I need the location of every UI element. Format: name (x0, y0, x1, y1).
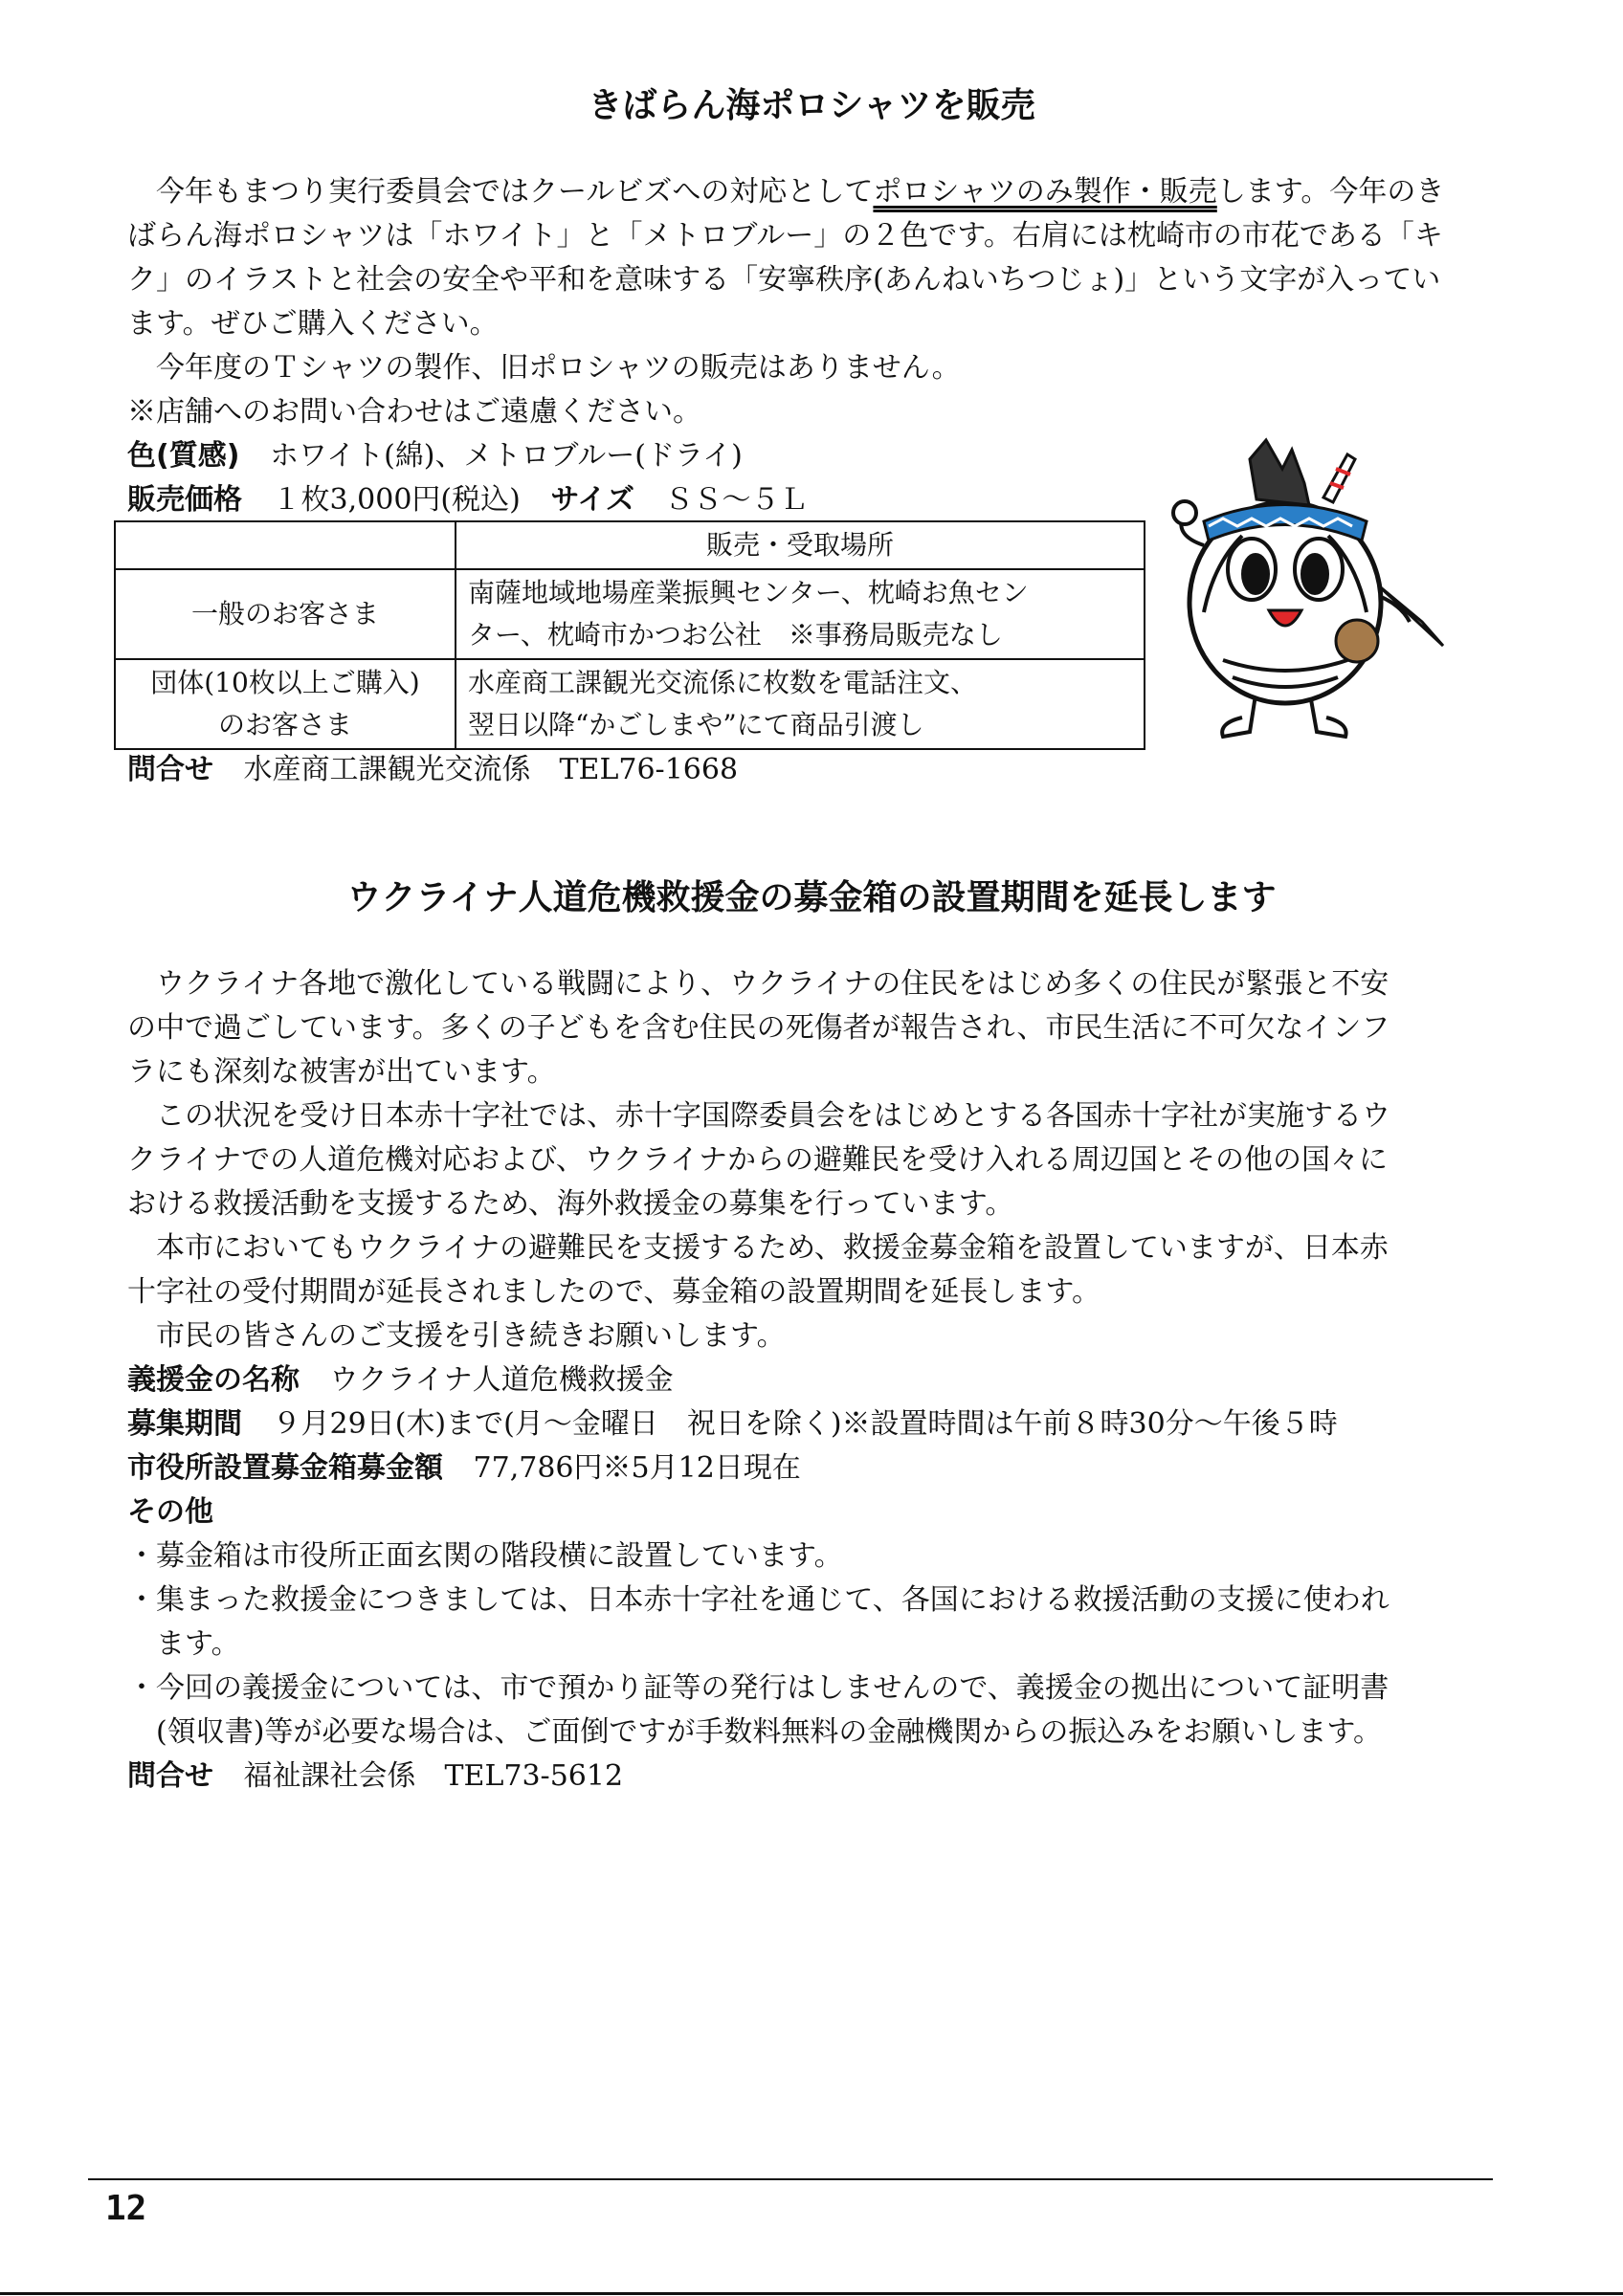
paragraph-line: ウクライナ各地で激化している戦闘により、ウクライナの住民をはじめ多くの住民が緊張と不安 (127, 967, 1390, 1001)
paragraph-line (127, 170, 1444, 214)
amount-info (127, 1446, 801, 1490)
section-title-ukraine: ウクライナ人道危機救援金の募金箱の設置期間を延長します (346, 878, 1277, 917)
table-header-cell: 販売・受取場所 (456, 521, 1145, 569)
donation-name-info (127, 1358, 674, 1402)
section-title-polo-shirt: きばらん海ポロシャツを販売 (588, 86, 1035, 125)
table-row (115, 569, 1145, 659)
period-label: 募集期間 (127, 1407, 242, 1441)
bullet-item: ます。 (127, 1627, 240, 1661)
paragraph-line: の中で過ごしています。多くの子どもを含む住民の死傷者が報告され、市民生活に不可欠なインフ (127, 1011, 1390, 1045)
size-value: ＳＳ～５Ｌ (664, 483, 809, 517)
contact-info (127, 748, 738, 792)
mascot-illustration (1166, 430, 1453, 746)
color-label: 色(質感) (127, 439, 240, 473)
amount-label: 市役所設置募金箱募金額 (127, 1451, 443, 1485)
contact-label: 問合せ (127, 1759, 213, 1793)
cell-line: ター、枕崎市かつお公社 ※事務局販売なし (468, 619, 1003, 651)
paragraph-line: クライナでの人道危機対応および、ウクライナからの避難民を受け入れる周辺国とその他の国々に (127, 1143, 1388, 1177)
cell-line: 翌日以降“かごしまや”にて商品引渡し (468, 709, 924, 740)
paragraph-line: 本市においてもウクライナの避難民を支援するため、救援金募金箱を設置していますが、日本赤 (127, 1231, 1389, 1265)
contact-value: 福祉課社会係 TEL73-5612 (243, 1759, 624, 1793)
size-label: サイズ (550, 483, 634, 517)
color-info (127, 434, 743, 478)
table-row (115, 659, 1145, 749)
paragraph-line: 市民の皆さんのご支援を引き続きお願いします。 (127, 1319, 786, 1353)
contact-info (127, 1755, 623, 1799)
paragraph-line: 今年度のＴシャツの製作、旧ポロシャツの販売はありません。 (127, 351, 961, 385)
amount-value: 77,786円※5月12日現在 (473, 1451, 801, 1485)
cell-line: 水産商工課観光交流係に枚数を電話注文、 (468, 667, 978, 698)
cell-line: 南薩地域地場産業振興センター、枕崎お魚セン (468, 577, 1029, 608)
donation-name-value: ウクライナ人道危機救援金 (329, 1363, 674, 1397)
table-row-label (115, 659, 456, 749)
bullet-item: ・集まった救援金につきましては、日本赤十字社を通じて、各国における救援活動の支援に使われ (127, 1583, 1390, 1617)
period-info (127, 1402, 1338, 1446)
paragraph-line: ラにも深刻な被害が出ています。 (127, 1055, 556, 1089)
price-value: １枚3,000円(税込) (272, 483, 521, 517)
period-value: ９月29日(木)まで(月～金曜日 祝日を除く)※設置時間は午前８時30分～午後５時 (272, 1407, 1338, 1441)
price-label: 販売価格 (127, 483, 242, 517)
notice-line: ※店舗へのお問い合わせはご遠慮ください。 (127, 395, 701, 429)
paragraph-line: ク」のイラストと社会の安全や平和を意味する「安寧秩序(あんねいちつじょ)」という文字が入ってい (127, 263, 1441, 297)
text-span: します。今年のき (1216, 175, 1445, 209)
cell-line: 団体(10枚以上ご購入) (150, 667, 420, 698)
table-cell-empty (115, 521, 456, 569)
table-row-label: 一般のお客さま (115, 569, 456, 659)
contact-label: 問合せ (127, 753, 213, 786)
paragraph-line: ます。ぜひご購入ください。 (127, 307, 499, 341)
underlined-text: ポロシャツのみ製作・販売 (873, 175, 1217, 209)
contact-value: 水産商工課観光交流係 TEL76-1668 (243, 753, 739, 786)
color-value: ホワイト(綿)、メトロブルー(ドライ) (269, 439, 743, 473)
price-size-info (127, 478, 809, 522)
footer-rule (88, 2178, 1493, 2180)
other-label: その他 (127, 1495, 213, 1529)
bullet-item: ・今回の義援金については、市で預かり証等の発行はしませんので、義援金の拠出について証明書 (127, 1671, 1390, 1705)
donation-name-label: 義援金の名称 (127, 1363, 300, 1397)
bullet-item: ・募金箱は市役所正面玄関の階段横に設置しています。 (127, 1539, 843, 1573)
text-span: 今年もまつり実行委員会ではクールビズへの対応として (127, 175, 874, 209)
paragraph-line: この状況を受け日本赤十字社では、赤十字国際委員会をはじめとする各国赤十字社が実施するウ (127, 1099, 1390, 1133)
table-header-row (115, 521, 1145, 569)
paragraph-line: おける救援活動を支援するため、海外救援金の募集を行っています。 (127, 1187, 1014, 1221)
paragraph-line: 十字社の受付期間が延長されましたので、募金箱の設置期間を延長します。 (127, 1275, 1101, 1309)
paragraph-line: ばらん海ポロシャツは「ホワイト」と「メトロブルー」の２色です。右肩には枕崎市の市花である「キ (127, 219, 1443, 253)
page-number: 12 (105, 2189, 147, 2228)
bullet-item: (領収書)等が必要な場合は、ご面倒ですが手数料無料の金融機関からの振込みをお願いします。 (127, 1715, 1383, 1749)
bottom-rule (0, 2292, 1623, 2295)
sales-location-table (114, 520, 1145, 750)
cell-line: のお客さま (217, 709, 352, 740)
table-cell (456, 659, 1145, 749)
table-cell (456, 569, 1145, 659)
